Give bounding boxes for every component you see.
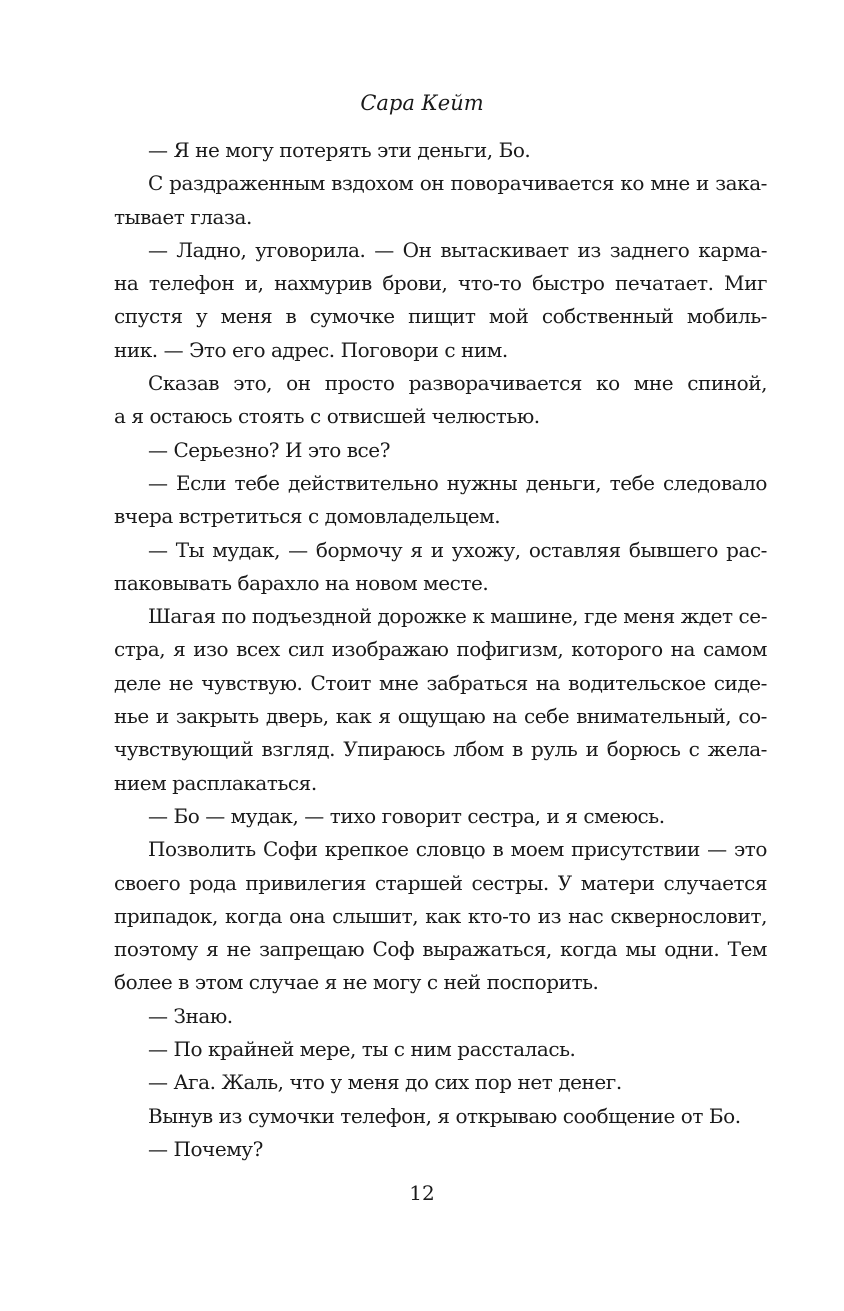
- text-line: Позволить Софи крепкое словцо в моем присутствии — это: [148, 837, 767, 862]
- text-line: на телефон и, нахмурив брови, что-то быстро печатает. Миг: [114, 271, 767, 296]
- text-line: — Ага. Жаль, что у меня до сих пор нет денег.: [148, 1070, 622, 1095]
- page-number: 12: [409, 1181, 435, 1205]
- body-text: [114, 134, 767, 1166]
- text-line: стра, я изо всех сил изображаю пофигизм, которого на самом: [114, 637, 767, 662]
- text-line: паковывать барахло на новом месте.: [114, 570, 489, 595]
- text-line: Вынув из сумочки телефон, я открываю сообщение от Бо.: [148, 1103, 741, 1128]
- text-line: — Ты мудак, — бормочу я и ухожу, оставляя бывшего рас-: [148, 537, 767, 562]
- running-title: Сара Кейт: [360, 91, 484, 115]
- text-line: чувствующий взгляд. Упираюсь лбом в руль и борюсь с жела-: [114, 737, 767, 762]
- text-line: своего рода привилегия старшей сестры. У матери случается: [114, 870, 767, 895]
- text-line: — Почему?: [148, 1136, 263, 1161]
- text-line: — По крайней мере, ты с ним рассталась.: [148, 1037, 576, 1062]
- text-line: припадок, когда она слышит, как кто-то из нас сквернословит,: [114, 903, 767, 928]
- text-line: — Бо — мудак, — тихо говорит сестра, и я смеюсь.: [148, 803, 665, 828]
- text-line: вчера встретиться с домовладельцем.: [114, 504, 501, 529]
- text-line: деле не чувствую. Стоит мне забраться на водительское сиде-: [114, 670, 767, 695]
- text-line: спустя у меня в сумочке пищит мой собственный мобиль-: [114, 304, 767, 329]
- text-line: — Если тебе действительно нужны деньги, тебе следовало: [148, 470, 767, 495]
- text-line: ник. — Это его адрес. Поговори с ним.: [114, 337, 508, 362]
- text-line: а я остаюсь стоять с отвисшей челюстью.: [114, 404, 540, 429]
- text-line: тывает глаза.: [114, 204, 252, 229]
- text-line: нием расплакаться.: [114, 770, 317, 795]
- text-line: поэтому я не запрещаю Соф выражаться, когда мы одни. Тем: [114, 937, 767, 962]
- text-line: — Я не могу потерять эти деньги, Бо.: [148, 138, 531, 162]
- text-line: — Знаю.: [148, 1003, 233, 1028]
- text-line: С раздраженным вздохом он поворачивается ко мне и зака-: [148, 171, 767, 196]
- text-line: — Серьезно? И это все?: [148, 437, 390, 462]
- text-line: — Ладно, уговорила. — Он вытаскивает из заднего карма-: [148, 237, 767, 262]
- text-line: более в этом случае я не могу с ней поспорить.: [114, 970, 599, 995]
- text-line: Шагая по подъездной дорожке к машине, где меня ждет се-: [148, 604, 767, 629]
- text-line: Сказав это, он просто разворачивается ко мне спиной,: [148, 371, 767, 396]
- text-line: нье и закрыть дверь, как я ощущаю на себе внимательный, со-: [114, 704, 767, 729]
